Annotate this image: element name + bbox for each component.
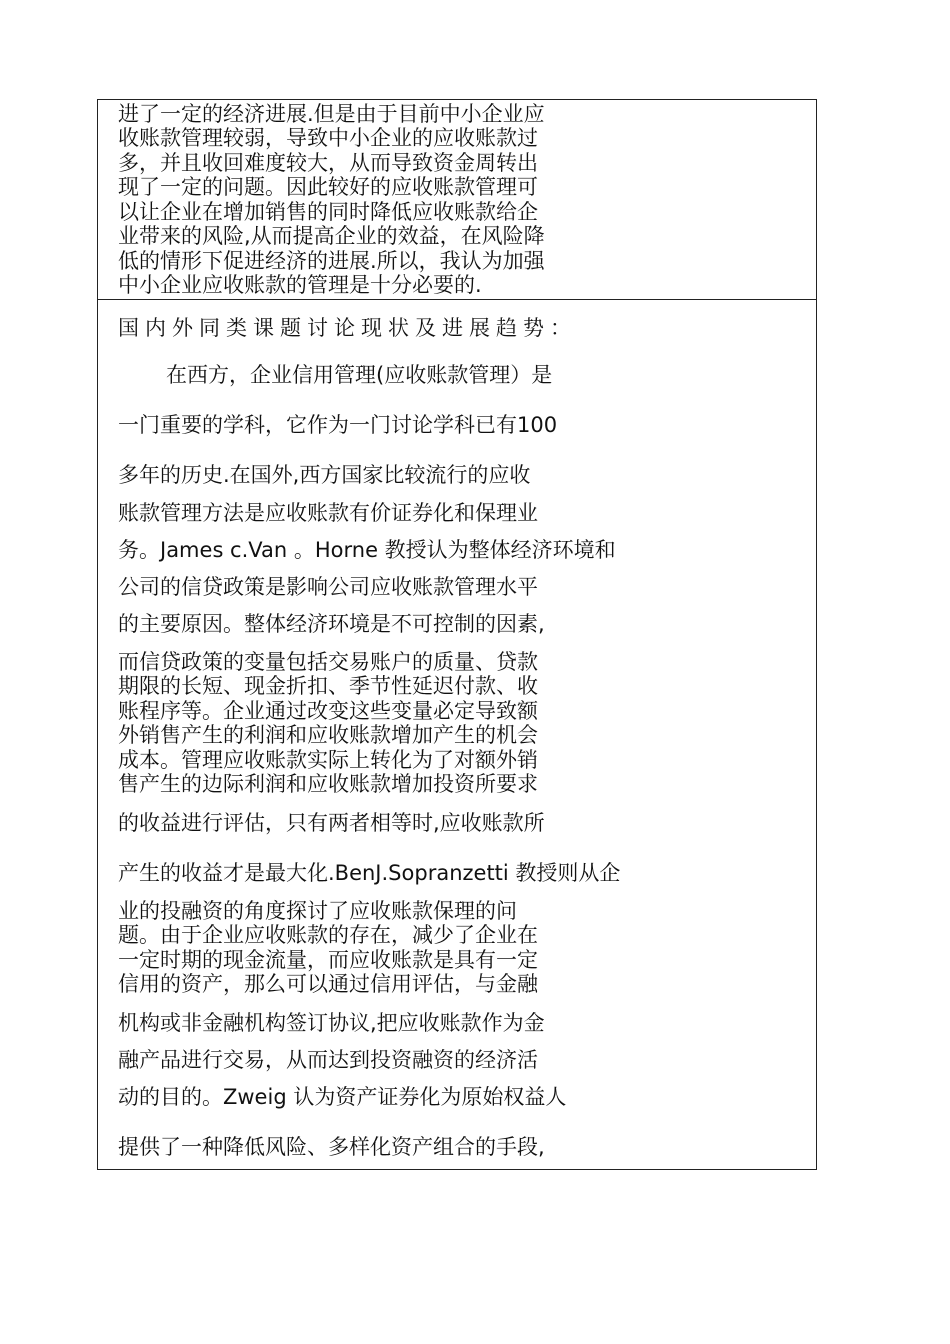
- paragraph-line: 动的目的。Zweig 认为资产证券化为原始权益人: [118, 1085, 567, 1109]
- paragraph-line: 中小企业应收账款的管理是十分必要的.: [118, 273, 482, 297]
- document-table: [97, 99, 817, 1170]
- paragraph-line: 业的投融资的角度探讨了应收账款保理的问: [118, 899, 517, 923]
- paragraph-line: 现了一定的问题。因此较好的应收账款管理可: [118, 175, 538, 199]
- paragraph-line: 的主要原因。整体经济环境是不可控制的因素,: [118, 612, 545, 636]
- paragraph-line: 成本。管理应收账款实际上转化为了对额外销: [118, 748, 538, 772]
- paragraph-line: 多，并且收回难度较大，从而导致资金周转出: [118, 151, 538, 175]
- paragraph-line: 进了一定的经济进展.但是由于目前中小企业应: [118, 102, 545, 126]
- paragraph-line: 机构或非金融机构签订协议,把应收账款作为金: [118, 1011, 545, 1035]
- paragraph-line: 一门重要的学科，它作为一门讨论学科已有100: [118, 413, 558, 437]
- paragraph-line: 在西方，企业信用管理(应收账款管理）是: [166, 363, 553, 387]
- paragraph-line: 信用的资产，那么可以通过信用评估，与金融: [118, 972, 538, 996]
- paragraph-line: 以让企业在增加销售的同时降低应收账款给企: [118, 200, 538, 224]
- paragraph-line: 公司的信贷政策是影响公司应收账款管理水平: [118, 575, 538, 599]
- paragraph-line: 务。James c.Van 。Horne 教授认为整体经济环境和: [118, 538, 616, 562]
- paragraph-line: 业带来的风险,从而提高企业的效益，在风险降: [118, 224, 545, 248]
- paragraph-line: 收账款管理较弱，导致中小企业的应收账款过: [118, 126, 538, 150]
- paragraph-line: 题。由于企业应收账款的存在，减少了企业在: [118, 923, 538, 947]
- paragraph-line: 提供了一种降低风险、多样化资产组合的手段,: [118, 1135, 545, 1159]
- paragraph-line: 账款管理方法是应收账款有价证券化和保理业: [118, 501, 538, 525]
- paragraph-line: 期限的长短、现金折扣、季节性延迟付款、收: [118, 674, 538, 698]
- paragraph-line: 而信贷政策的变量包括交易账户的质量、贷款: [118, 650, 538, 674]
- section-heading: 国内外同类课题讨论现状及进展趋势：: [118, 316, 577, 340]
- table-row-divider: [98, 299, 816, 300]
- paragraph-line: 多年的历史.在国外,西方国家比较流行的应收: [118, 463, 531, 487]
- paragraph-line: 售产生的边际利润和应收账款增加投资所要求: [118, 772, 538, 796]
- paragraph-line: 的收益进行评估，只有两者相等时,应收账款所: [118, 811, 545, 835]
- paragraph-line: 账程序等。企业通过改变这些变量必定导致额: [118, 699, 538, 723]
- paragraph-line: 产生的收益才是最大化.BenJ.Sopranzetti 教授则从企: [118, 861, 621, 885]
- paragraph-line: 一定时期的现金流量，而应收账款是具有一定: [118, 948, 538, 972]
- paragraph-line: 低的情形下促进经济的进展.所以，我认为加强: [118, 249, 545, 273]
- paragraph-line: 外销售产生的利润和应收账款增加产生的机会: [118, 723, 538, 747]
- paragraph-line: 融产品进行交易，从而达到投资融资的经济活: [118, 1048, 538, 1072]
